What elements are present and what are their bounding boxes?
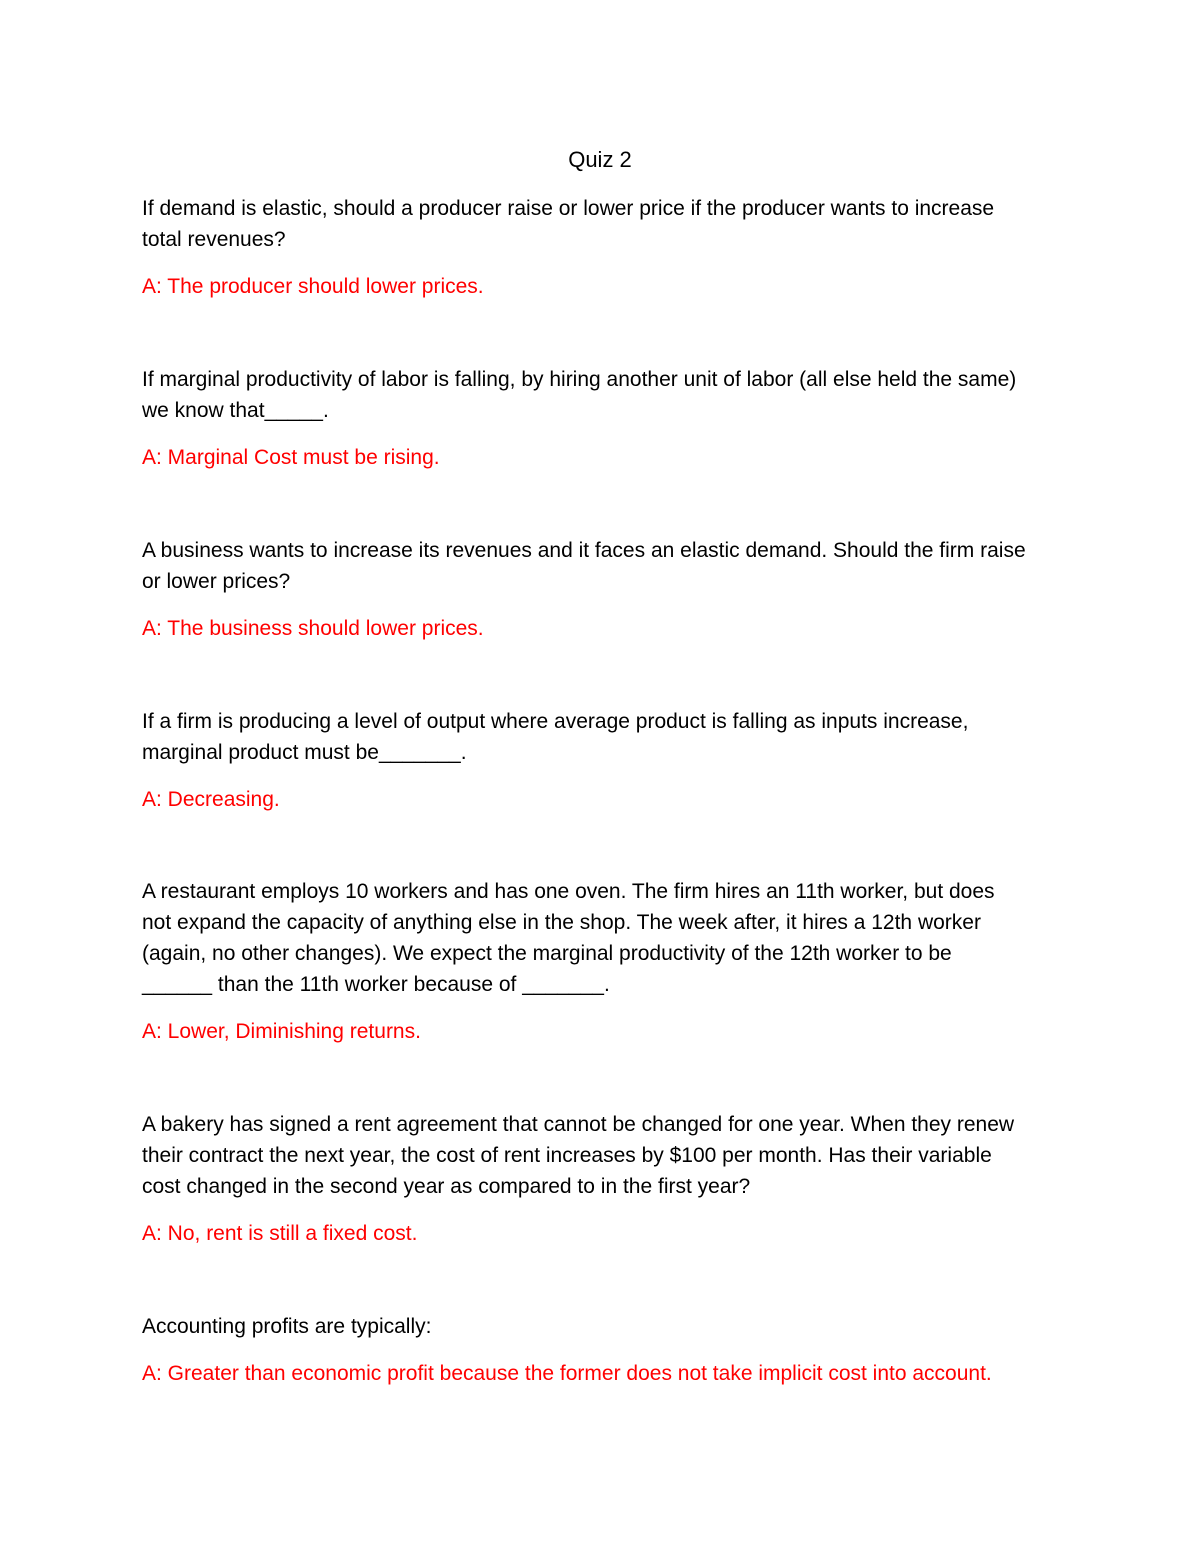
question-block [142,1311,1072,1389]
answer-text: A: Lower, Diminishing returns. [142,1020,421,1043]
answer-text: A: The business should lower prices. [142,617,484,640]
question-text: Accounting profits are typically: [142,1315,432,1338]
question-block [142,535,1072,644]
answer-text: A: Greater than economic profit because the former does not take implicit cost into account. [142,1362,992,1385]
question-text: A business wants to increase its revenues and it faces an elastic demand. Should the firm raise or lower prices? [142,539,1026,593]
question-block [142,364,1072,473]
question-block [142,706,1072,815]
question-block [142,193,1072,302]
question-block [142,876,1072,1047]
question-text: If demand is elastic, should a producer raise or lower price if the producer wants to increase total revenues? [142,197,995,251]
answer-text: A: The producer should lower prices. [142,275,484,298]
question-text: If marginal productivity of labor is falling, by hiring another unit of labor (all else held the same) we know that_____. [142,368,1017,422]
answer-text: A: Decreasing. [142,788,280,811]
question-text: A bakery has signed a rent agreement that cannot be changed for one year. When they renew their contract the next year, the cost of rent increases by $100 per month. Has their variable cost changed in the second year as compared to in the first year? [142,1113,1015,1198]
question-block [142,1109,1072,1249]
question-text: If a firm is producing a level of output where average product is falling as inputs increase, marginal product must be_______. [142,710,969,764]
question-text: A restaurant employs 10 workers and has one oven. The firm hires an 11th worker, but does not expand the capacity of anything else in the shop. The week after, it hires a 12th worker (again, no other changes). We expect the marginal productivity of the 12th worker to be ______ than the 11th worker because of _______. [142,880,995,996]
answer-text: A: No, rent is still a fixed cost. [142,1222,418,1245]
answer-text: A: Marginal Cost must be rising. [142,446,440,469]
page-title: Quiz 2 [568,147,632,172]
